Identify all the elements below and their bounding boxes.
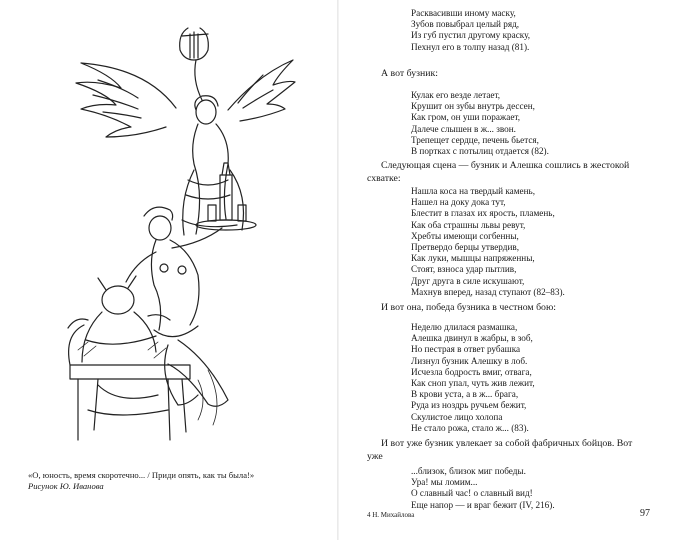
verse-stanza-4 bbox=[411, 322, 535, 434]
verse-line: Кулак его везде летает, bbox=[411, 90, 501, 100]
verse-line: Друг друга в силе искушают, bbox=[411, 275, 525, 286]
verse-line: В портках с потылиц отдается (82). bbox=[411, 146, 549, 157]
signature-mark: 4 Н. Михайлова bbox=[367, 511, 415, 519]
verse-line: Но пестрая в ответ рубашка bbox=[411, 344, 521, 355]
verse-line: Как луки, мышцы напряженны, bbox=[411, 253, 535, 264]
prose-text: И вот она, победа бузника в честном бою: bbox=[381, 302, 556, 313]
verse-line: Ура! мы ломим... bbox=[411, 477, 478, 488]
verse-line: Из губ пустил другому краску, bbox=[411, 30, 531, 41]
verse-line: Не стало рожа, стало ж... (83). bbox=[411, 422, 529, 433]
verse-line: О славный час! о славный вид! bbox=[411, 488, 533, 499]
verse-line: Нашел на доку дока тут, bbox=[411, 197, 506, 208]
verse-line: Блестит в глазах их ярость, пламень, bbox=[411, 208, 555, 219]
verse-line: Расквасивши иному маску, bbox=[411, 8, 516, 18]
prose-paragraph-2 bbox=[367, 160, 639, 185]
verse-line: Скулистое лицо холопа bbox=[411, 411, 503, 422]
verse-line: Руда из ноздрь ручьем бежит, bbox=[411, 400, 527, 411]
verse-stanza-5 bbox=[411, 466, 555, 511]
prose-text: А вот бузник: bbox=[381, 68, 438, 79]
verse-line: ...близок, близок миг победы. bbox=[411, 466, 526, 476]
verse-line: Алешка двинул в жабры, в зоб, bbox=[411, 333, 533, 344]
verse-line: Стоят, взноса удар пытлив, bbox=[411, 264, 517, 275]
verse-line: Махнув вперед, назад ступают (82–83). bbox=[411, 286, 565, 297]
verse-line: Хребты имеющи согбенны, bbox=[411, 230, 519, 241]
verse-line: Еще напор — и враг бежит (IV, 216). bbox=[411, 499, 555, 510]
verse-line: Лизнул бузник Алешку в лоб. bbox=[411, 355, 528, 366]
page-number: 97 bbox=[640, 508, 650, 519]
illustration bbox=[58, 20, 298, 462]
caption-credit: Рисунок Ю. Иванова bbox=[28, 481, 104, 491]
prose-paragraph-1 bbox=[367, 68, 639, 81]
right-page bbox=[339, 0, 676, 540]
verse-line: Как оба страшны львы ревут, bbox=[411, 219, 526, 230]
verse-line: Трепещет сердце, печень бьется, bbox=[411, 134, 539, 145]
verse-stanza-2 bbox=[411, 90, 549, 157]
verse-line: Зубов повыбрал целый ряд, bbox=[411, 19, 520, 30]
verse-line: Пехнул его в толпу назад (81). bbox=[411, 41, 530, 52]
prose-paragraph-3 bbox=[367, 302, 639, 315]
illustration-caption bbox=[28, 470, 328, 492]
verse-line: Как сноп упал, чуть жив лежит, bbox=[411, 378, 535, 389]
left-page bbox=[0, 0, 337, 540]
verse-line: Далече слышен в ж... звон. bbox=[411, 123, 516, 134]
verse-line: Неделю длилася размашка, bbox=[411, 322, 518, 332]
verse-line: Как гром, он уши поражает, bbox=[411, 112, 521, 123]
verse-line: Крушит он зубы внутрь дессен, bbox=[411, 101, 535, 112]
verse-line: В крови уста, а в ж... брага, bbox=[411, 389, 519, 400]
prose-text: Следующая сцена — бузник и Алешка сошлись в жестокой схватке: bbox=[367, 160, 630, 184]
verse-stanza-3 bbox=[411, 186, 565, 298]
verse-line: Исчезла бодрость вмиг, отвага, bbox=[411, 366, 532, 377]
drawing-winged-figures bbox=[58, 20, 298, 462]
verse-line: Претвердо берцы утвердив, bbox=[411, 242, 520, 253]
caption-quote: «О, юность, время скоротечно... / Приди опять, как ты была!» bbox=[28, 470, 255, 480]
verse-line: Нашла коса на твердый камень, bbox=[411, 186, 536, 196]
prose-text: И вот уже бузник увлекает за собой фабричных бойцов. Вот уже bbox=[367, 438, 633, 462]
verse-stanza-1 bbox=[411, 8, 530, 53]
prose-paragraph-4 bbox=[367, 438, 639, 463]
